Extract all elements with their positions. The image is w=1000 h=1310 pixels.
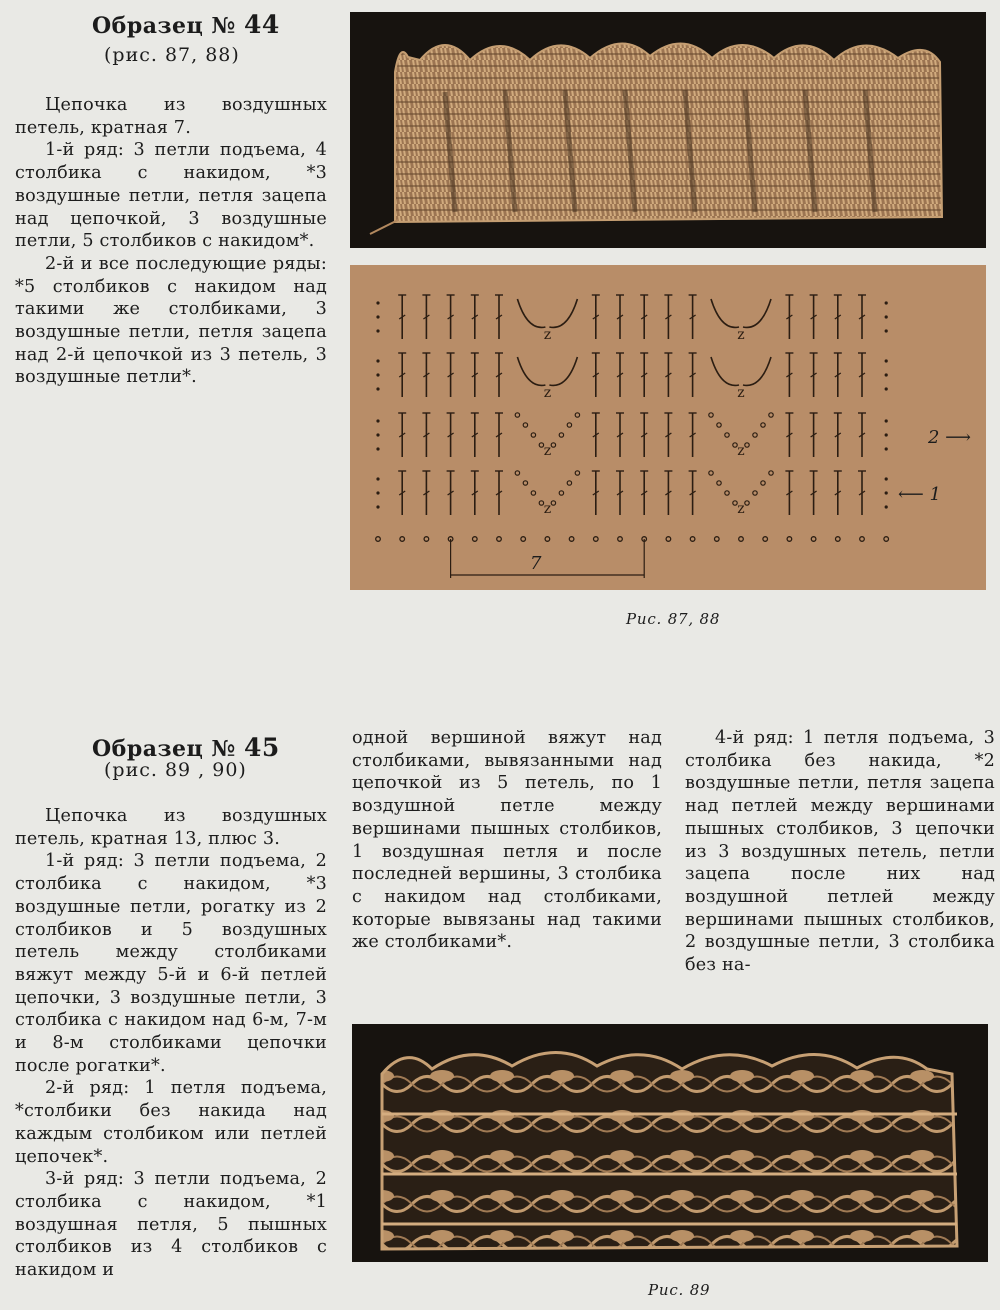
pattern-44-para-2: 1-й ряд: 3 петли подъема, 4 столбика с накидом, *3 воздушные петли, петля зацепа над цепочкой, 3 воздушные петли, 5 столбиков с накидом*.	[15, 140, 327, 252]
chain-dot-symbol	[885, 315, 888, 318]
chart-row-2-arrow-icon: ⟶	[939, 427, 971, 448]
chain-stitch-symbol	[725, 433, 729, 437]
chain-stitch-symbol	[559, 433, 563, 437]
chain-dot-symbol	[885, 359, 888, 362]
chain-stitch-symbol	[567, 481, 571, 485]
chain-dot-symbol	[376, 419, 379, 422]
pattern-45-col3-text: 4-й ряд: 1 петля подъема, 3 столбика без накида, *2 воздушные петли, петля зацепа над петлей между вершинами пышных столбиков, 3 цепочки из 3 воздушных петель, петли зацепа после них над воздушной петлей между вершинами пышных столбиков, 2 воздушные петли, 3 столбика без на-	[685, 728, 995, 976]
chain-dot-symbol	[376, 505, 379, 508]
chain-stitch-symbol	[753, 433, 757, 437]
chain-dot-symbol	[376, 373, 379, 376]
chain-stitch-symbol	[753, 491, 757, 495]
chain-arch-symbol	[549, 299, 577, 327]
slip-stitch-symbol: z	[737, 385, 745, 401]
pattern-44-figure-ref: (рис. 87, 88)	[104, 44, 240, 66]
chain-arch-symbol	[743, 299, 771, 327]
crochet-sample-87-image	[350, 12, 986, 248]
chain-dot-symbol	[885, 491, 888, 494]
pattern-44-para-3: 2-й и все последующие ряды: *5 столбиков с накидом над такими же столбиками, 3 воздушные петли, петля зацепа над 2-й цепочкой из 3 петель, 3 воздушные петли*.	[15, 253, 327, 388]
chain-dot-symbol	[885, 387, 888, 390]
chain-stitch-symbol	[515, 471, 519, 475]
chain-stitch-symbol	[761, 481, 765, 485]
chain-stitch-symbol	[531, 491, 535, 495]
foundation-chain-symbol	[376, 537, 381, 542]
slip-stitch-symbol: z	[543, 385, 552, 401]
foundation-chain-symbol	[763, 537, 768, 542]
chain-stitch-symbol	[523, 481, 527, 485]
caption-89: Рис. 89	[648, 1281, 711, 1299]
foundation-chain-symbol	[521, 537, 526, 542]
chain-arch-symbol	[517, 299, 545, 327]
foundation-chain-symbol	[618, 537, 623, 542]
chain-arch-symbol	[743, 357, 771, 385]
pattern-45-para-2: 1-й ряд: 3 петли подъема, 2 столбика с накидом, *3 воздушные петли, рогатку из 2 столбиков и 5 воздушных петель между столбиками вяжут между 5-й и 6-й петлей цепочки, 3 воздушные петли, 3 столбика с накидом над 6-м, 7-м и 8-м столбиками цепочки после рогатки*.	[15, 851, 327, 1076]
foundation-chain-symbol	[715, 537, 720, 542]
chain-dot-symbol	[376, 359, 379, 362]
slip-stitch-symbol: z	[737, 501, 745, 517]
chain-arch-symbol	[549, 357, 577, 385]
chain-dot-symbol	[376, 477, 379, 480]
chain-stitch-symbol	[745, 501, 749, 505]
crochet-chart-88	[350, 265, 986, 590]
chain-stitch-symbol	[559, 491, 563, 495]
chain-dot-symbol	[376, 329, 379, 332]
figure-87-photo	[350, 12, 986, 248]
foundation-chain-symbol	[473, 537, 478, 542]
chain-arch-symbol	[711, 357, 739, 385]
pattern-45-number: 45	[244, 733, 280, 762]
chain-dot-symbol	[885, 433, 888, 436]
foundation-chain-symbol	[836, 537, 841, 542]
crochet-sample-89-image	[352, 1024, 988, 1262]
pattern-45-title-label: Образец №	[92, 736, 236, 762]
chain-dot-symbol	[376, 387, 379, 390]
chain-dot-symbol	[885, 373, 888, 376]
chain-stitch-symbol	[709, 413, 713, 417]
foundation-chain-symbol	[400, 537, 405, 542]
chain-dot-symbol	[376, 301, 379, 304]
chain-stitch-symbol	[531, 433, 535, 437]
foundation-chain-symbol	[666, 537, 671, 542]
foundation-chain-symbol	[594, 537, 599, 542]
chain-dot-symbol	[376, 433, 379, 436]
chart-repeat-label: 7	[530, 553, 542, 574]
chart-row-1-arrow-icon: ⟵	[898, 484, 930, 505]
chain-stitch-symbol	[575, 471, 579, 475]
foundation-chain-symbol	[884, 537, 889, 542]
slip-stitch-symbol: z	[543, 443, 552, 459]
caption-87-88: Рис. 87, 88	[626, 610, 721, 628]
chain-arch-symbol	[517, 357, 545, 385]
foundation-chain-symbol	[739, 537, 744, 542]
chain-stitch-symbol	[761, 423, 765, 427]
chain-dot-symbol	[885, 447, 888, 450]
foundation-chain-symbol	[860, 537, 865, 542]
pattern-45-para-1: Цепочка из воздушных петель, кратная 13, плюс 3.	[15, 806, 327, 849]
chain-dot-symbol	[376, 491, 379, 494]
slip-stitch-symbol: z	[737, 327, 745, 343]
slip-stitch-symbol: z	[737, 443, 745, 459]
slip-stitch-symbol: z	[543, 501, 552, 517]
pattern-45-col2-text: одной вершиной вяжут над столбиками, вывязанными над цепочкой из 5 петель, по 1 воздушной петле между вершинами пышных столбиков, 1 воздушная петля и после последней вершины, 3 столбика с накидом над столбиками, которые вывязаны над такими же столбиками*.	[352, 728, 662, 953]
pattern-44-title-label: Образец №	[92, 13, 236, 39]
foundation-chain-symbol	[569, 537, 574, 542]
chain-stitch-symbol	[515, 413, 519, 417]
pattern-45-column-1	[15, 805, 327, 1282]
chain-dot-symbol	[885, 329, 888, 332]
chart-row-2-number: 2	[928, 427, 940, 448]
foundation-chain-symbol	[497, 537, 502, 542]
slip-stitch-symbol: z	[543, 327, 552, 343]
chain-dot-symbol	[376, 315, 379, 318]
chain-dot-symbol	[376, 447, 379, 450]
chain-dot-symbol	[885, 419, 888, 422]
foundation-chain-symbol	[545, 537, 550, 542]
pattern-45-title	[92, 733, 280, 762]
chain-stitch-symbol	[717, 423, 721, 427]
chain-stitch-symbol	[551, 443, 555, 447]
chain-dot-symbol	[885, 505, 888, 508]
chain-stitch-symbol	[551, 501, 555, 505]
chain-stitch-symbol	[709, 471, 713, 475]
chain-stitch-symbol	[575, 413, 579, 417]
chain-dot-symbol	[885, 301, 888, 304]
pattern-45-figure-ref: (рис. 89 , 90)	[104, 759, 247, 781]
chain-arch-symbol	[711, 299, 739, 327]
chart-row-2-label	[928, 427, 971, 448]
chart-row-1-label	[898, 484, 941, 505]
chart-row-1-number: 1	[929, 484, 941, 505]
foundation-chain-symbol	[787, 537, 792, 542]
chain-dot-symbol	[885, 477, 888, 480]
pattern-44-title	[92, 10, 280, 39]
pattern-45-column-2	[352, 727, 662, 954]
pattern-45-para-3: 2-й ряд: 1 петля подъема, *столбики без накида над каждым столбиком или петлей цепочек*.	[15, 1078, 327, 1167]
chain-stitch-symbol	[769, 471, 773, 475]
chain-stitch-symbol	[745, 443, 749, 447]
chain-stitch-symbol	[769, 413, 773, 417]
foundation-chain-symbol	[811, 537, 816, 542]
chain-stitch-symbol	[567, 423, 571, 427]
pattern-45-para-4: 3-й ряд: 3 петли подъема, 2 столбика с накидом, *1 воздушная петля, 5 пышных столбиков из 4 столбиков с накидом и	[15, 1169, 327, 1281]
figure-89-photo	[352, 1024, 988, 1262]
foundation-chain-symbol	[690, 537, 695, 542]
pattern-44-number: 44	[244, 10, 280, 39]
chain-stitch-symbol	[725, 491, 729, 495]
figure-88-chart	[350, 265, 986, 590]
chain-stitch-symbol	[717, 481, 721, 485]
chain-stitch-symbol	[523, 423, 527, 427]
foundation-chain-symbol	[424, 537, 429, 542]
pattern-45-column-3	[685, 727, 995, 977]
pattern-44-text	[15, 94, 327, 389]
pattern-44-para-1: Цепочка из воздушных петель, кратная 7.	[15, 95, 327, 138]
